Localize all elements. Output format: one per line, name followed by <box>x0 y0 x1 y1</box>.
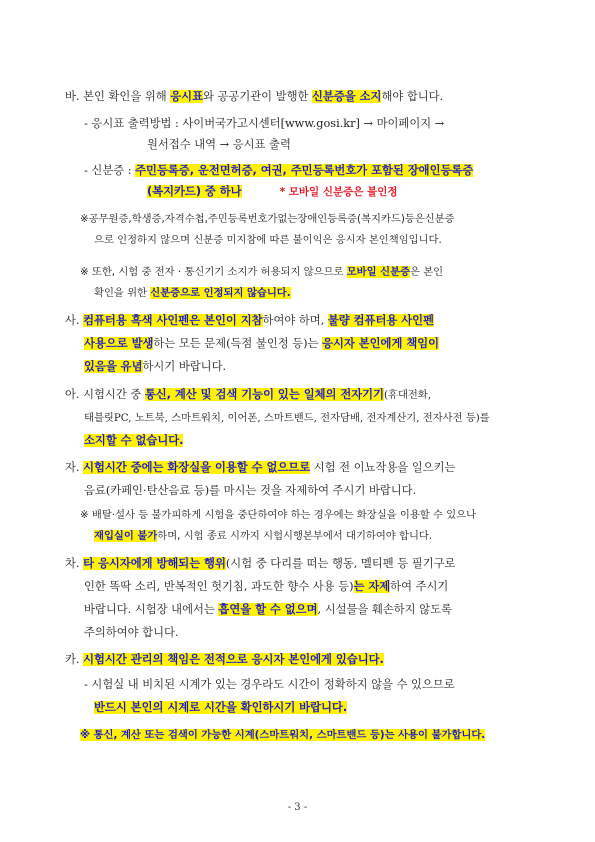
page-number: - 3 - <box>287 802 308 813</box>
note-id-line2: 으로 인정하지 않으며 신분증 미지참에 따른 불이익은 응시자 본인책임입니다. <box>94 234 442 246</box>
item-a-line1: 아. 시험시간 중 통신, 계산 및 검색 기능이 있는 일체의 전자기기(휴대전화, <box>65 388 432 401</box>
item-ka-line1: 카. 시험시간 관리의 책임은 전적으로 응시자 본인에게 있습니다. <box>65 653 384 666</box>
item-sa-line3: 있음을 유념하시기 바랍니다. <box>84 360 227 373</box>
item-ba-line1: 바. 본인 확인을 위해 응시표와 공공기관이 발행한 신분증을 소지해야 합니다. <box>65 90 444 103</box>
item-ja-line2: 음료(카페인·탄산음료 등)를 마시는 것을 자제하여 주시기 바랍니다. <box>84 484 417 497</box>
item-ja-line1: 자. 시험시간 중에는 화장실을 이용할 수 없으므로 시험 전 이뇨작용을 일으키는 <box>65 461 456 474</box>
item-sa-line2: 사용으로 발생하는 모든 문제(득점 불인정 등)는 응시자 본인에게 책임이 <box>84 337 440 350</box>
id-card-line2: (복지카드) 중 하나 * 모바일 신분증은 불인정 <box>147 185 398 198</box>
item-cha-line3: 바랍니다. 시험장 내에서는 흡연을 할 수 없으며, 시설물을 훼손하지 않도록 <box>84 603 452 616</box>
item-cha-line4: 주의하여야 합니다. <box>84 626 179 639</box>
note-toilet-line1: ※ 배탈·설사 등 불가피하게 시험을 중단하여야 하는 경우에는 화장실을 이용할 수 있으나 <box>80 509 477 521</box>
item-cha-line2: 인한 똑딱 소리, 반복적인 헛기침, 과도한 향수 사용 등)는 자제하여 주시기 <box>84 580 449 593</box>
print-method-line2: 원서접수 내역 → 응시표 출력 <box>147 138 291 151</box>
item-sa-line1: 사. 컴퓨터용 흑색 사인펜은 본인이 지참하여야 하며, 불량 컴퓨터용 사인펜 <box>65 314 434 327</box>
note-mobile-line2: 확인을 위한 신분증으로 인정되지 않습니다. <box>94 287 291 299</box>
mobile-id-note: * 모바일 신분증은 불인정 <box>279 186 398 198</box>
note-watch: ※ 통신, 계산 또는 검색이 가능한 시계(스마트워치, 스마트밴드 등)는 사용이 불가합니다. <box>80 729 486 741</box>
note-id-line1: ※공무원증,학생증,자격수첩,주민등록번호가없는장애인등록증(복지카드)등은신분증 <box>80 213 455 225</box>
note-mobile-line1: ※ 또한, 시험 중 전자 · 통신기기 소지가 허용되지 않으므로 모바일 신분증은 본인 <box>80 266 444 278</box>
note-toilet-line2: 재입실이 불가하며, 시험 종료 시까지 시험시행본부에서 대기하여야 합니다. <box>94 530 433 542</box>
item-a-line3: 소지할 수 없습니다. <box>84 434 184 447</box>
print-method-line1: - 응시표 출력방법 : 사이버국가고시센터[www.gosi.kr] → 마이페이지 → <box>84 117 445 130</box>
item-ka-sub-line2: 반드시 본인의 시계로 시간을 확인하시기 바랍니다. <box>94 701 348 714</box>
item-a-line2: 태블릿PC, 노트북, 스마트워치, 이어폰, 스마트밴드, 전자담배, 전자계산기, 전자사전 등)를 <box>84 412 490 424</box>
id-card-line1: - 신분증 : 주민등록증, 운전면허증, 여권, 주민등록번호가 포함된 장애인등록증 <box>84 164 474 177</box>
item-ka-sub-line1: - 시험실 내 비치된 시계가 있는 경우라도 시간이 정확하지 않을 수 있으므로 <box>84 678 455 691</box>
item-cha-line1: 차. 타 응시자에게 방해되는 행위(시험 중 다리를 떠는 행동, 멜티펜 등 필기구로 <box>65 557 456 570</box>
